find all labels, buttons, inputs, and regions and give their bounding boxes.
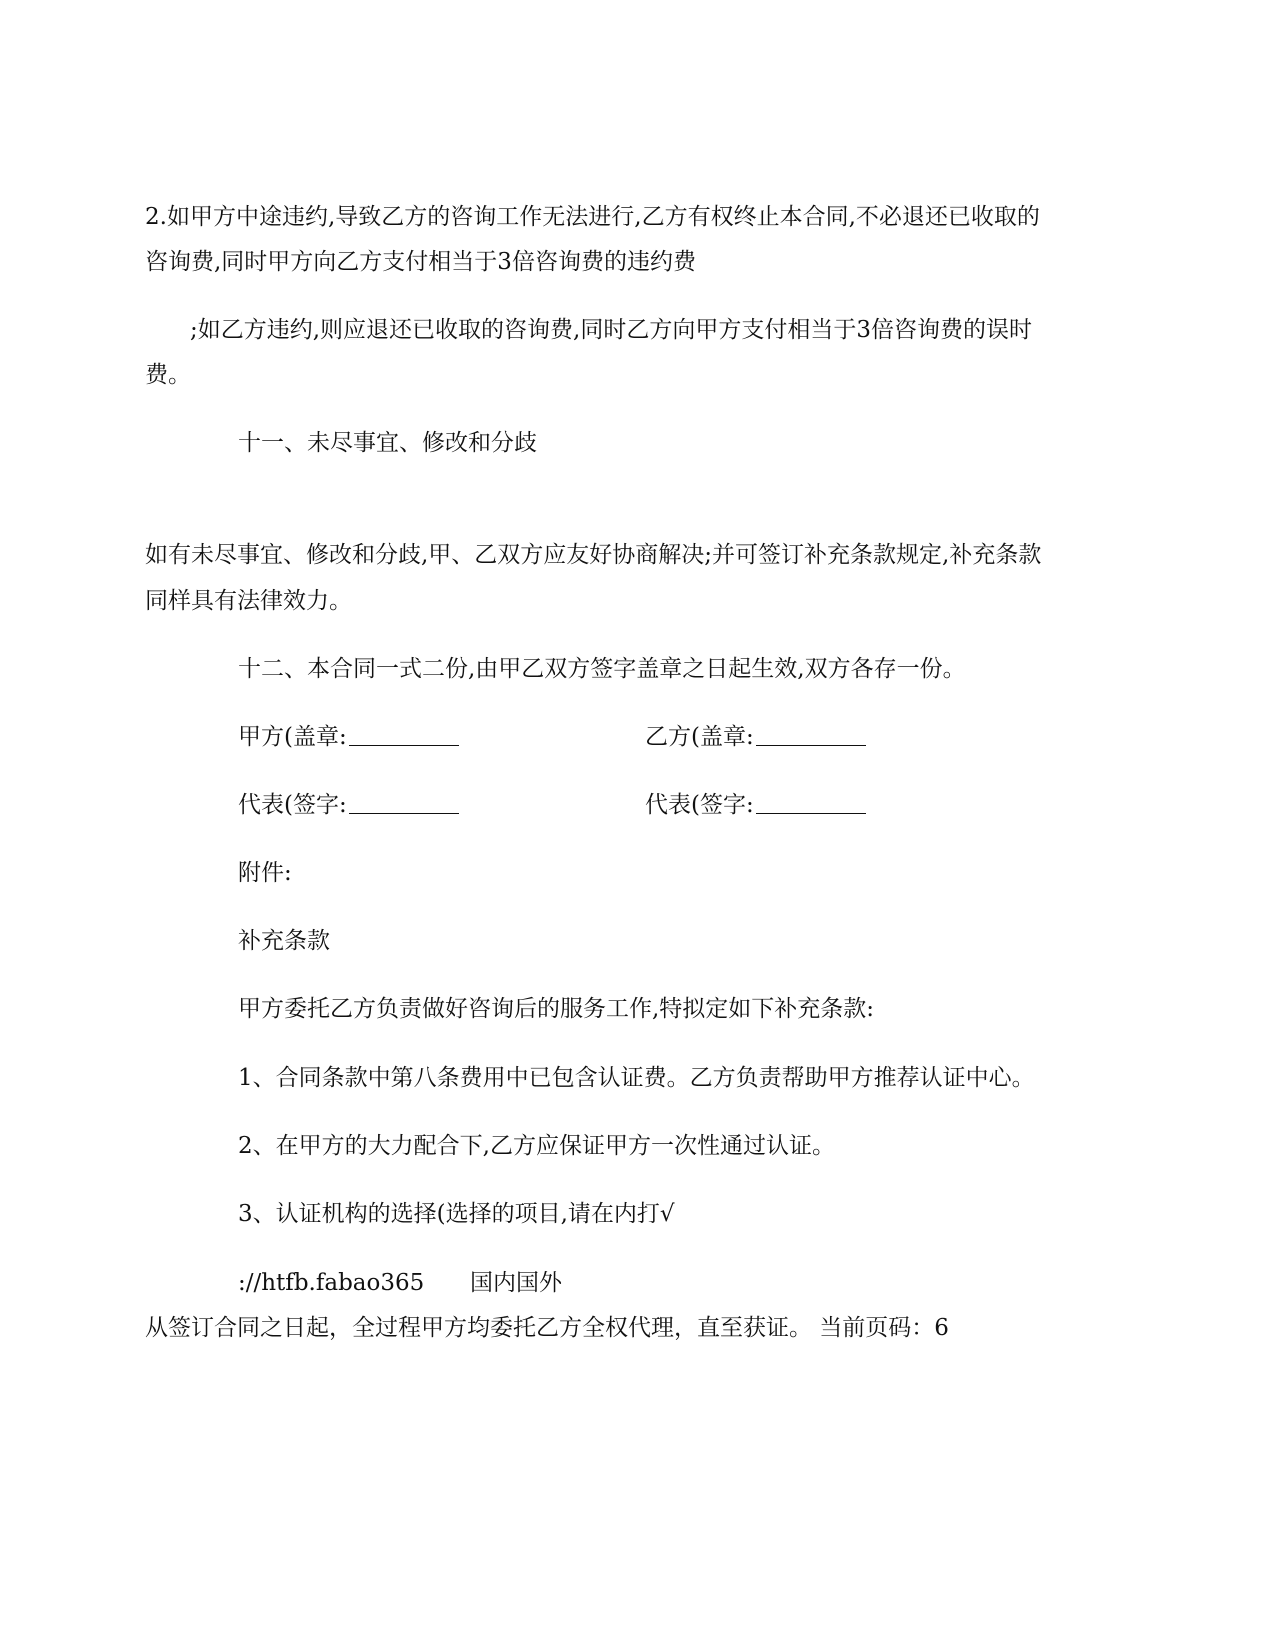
clause11-body-line2: 同样具有法律效力。 (145, 588, 352, 614)
clause10-item2-line4: 费。 (145, 362, 191, 388)
clause10-item2-line1: 2.如甲方中途违约,导致乙方的咨询工作无法进行,乙方有权终止本合同,不必退还已收取的 (145, 204, 1040, 230)
party-b-rep-field (645, 790, 866, 820)
website-text: ://htfb.fabao365 (238, 1270, 425, 1296)
party-a-rep-blank (349, 791, 459, 814)
clause11-body-line1: 如有未尽事宜、修改和分歧,甲、乙双方应友好协商解决;并可签订补充条款规定,补充条款 (145, 542, 1042, 568)
supplement-item-3: 3、认证机构的选择(选择的项目,请在内打√ (238, 1201, 675, 1227)
party-b-rep-label: 代表(签字: (645, 792, 754, 818)
clause10-item2-line2: 咨询费,同时甲方向乙方支付相当于3倍咨询费的违约费 (145, 249, 696, 275)
party-b-seal-label: 乙方(盖章: (645, 724, 754, 750)
clause12: 十二、本合同一式二份,由甲乙双方签字盖章之日起生效,双方各存一份。 (238, 656, 966, 682)
supplement-intro: 甲方委托乙方负责做好咨询后的服务工作,特拟定如下补充条款: (238, 996, 875, 1022)
attachment-label: 附件: (238, 860, 292, 886)
domestic-foreign-text: 国内国外 (470, 1270, 562, 1296)
party-a-seal-blank (349, 723, 459, 746)
party-a-rep-label: 代表(签字: (238, 792, 347, 818)
party-a-rep-field (238, 790, 459, 820)
party-a-seal-label: 甲方(盖章: (238, 724, 347, 750)
party-b-rep-blank (756, 791, 866, 814)
clause11-heading: 十一、未尽事宜、修改和分歧 (238, 430, 537, 456)
party-b-seal-field (645, 722, 866, 752)
clause10-item2-line3: ;如乙方违约,则应退还已收取的咨询费,同时乙方向甲方支付相当于3倍咨询费的误时 (190, 317, 1033, 343)
supplement-title: 补充条款 (238, 928, 330, 954)
supplement-item-2: 2、在甲方的大力配合下,乙方应保证甲方一次性通过认证。 (238, 1133, 835, 1159)
party-a-seal-field (238, 722, 459, 752)
footer-text: 从签订合同之日起，全过程甲方均委托乙方全权代理，直至获证。 当前页码：6 (145, 1315, 949, 1341)
party-b-seal-blank (756, 723, 866, 746)
supplement-item-1: 1、合同条款中第八条费用中已包含认证费。乙方负责帮助甲方推荐认证中心。 (238, 1065, 1035, 1091)
